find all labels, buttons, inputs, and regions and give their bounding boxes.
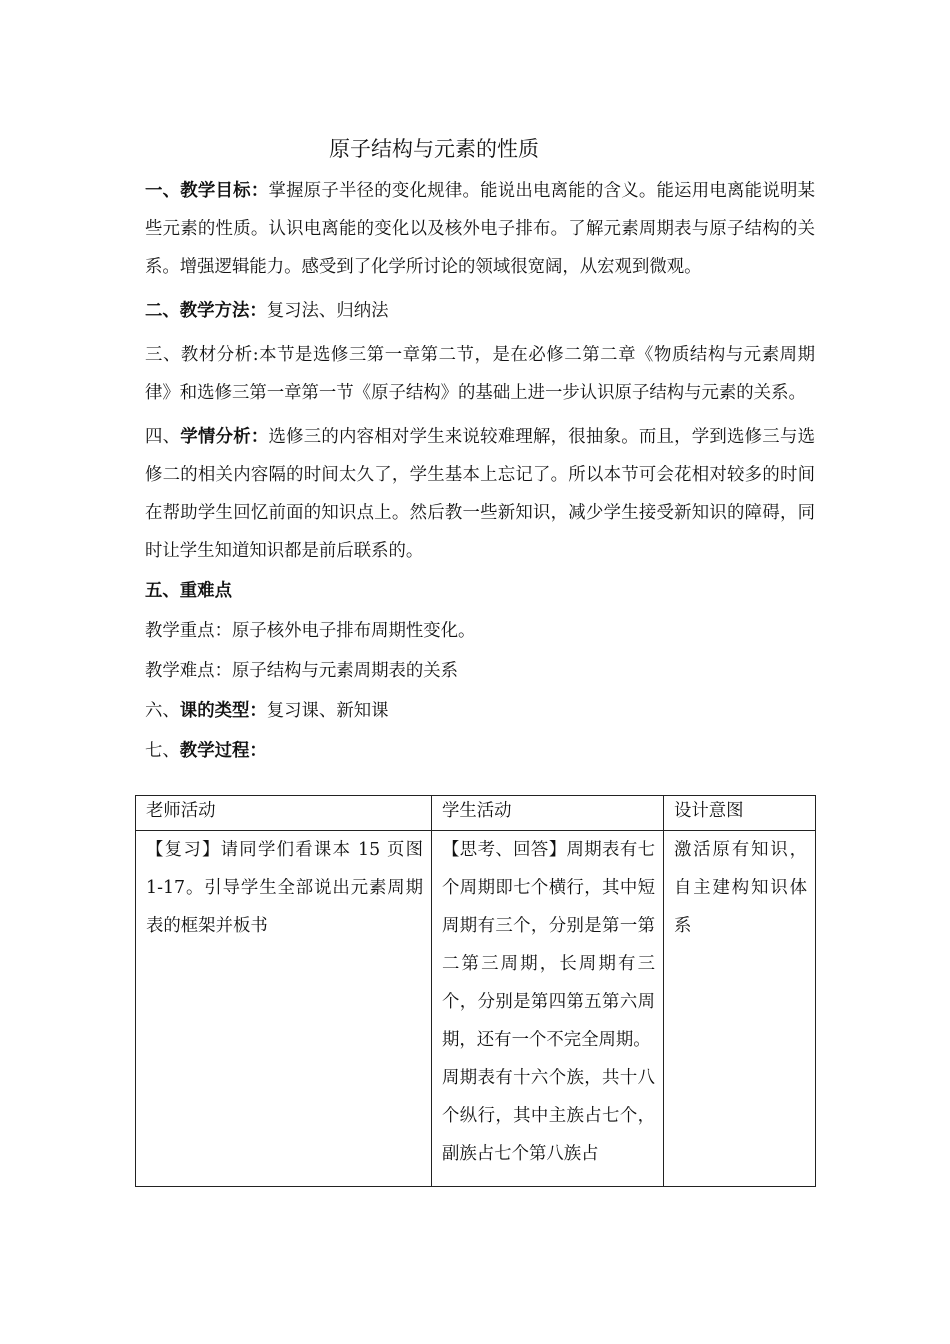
teaching-methods-text: 复习法、归纳法	[266, 301, 389, 321]
lesson-type-prefix: 六、	[145, 701, 180, 721]
header-student-activity: 学生活动	[432, 796, 664, 831]
teaching-methods	[145, 292, 815, 330]
learner-analysis-prefix: 四、	[145, 427, 181, 447]
key-point: 教学重点：原子核外电子排布周期性变化。	[145, 621, 476, 641]
difficult-point: 教学难点：原子结构与元素周期表的关系	[145, 661, 459, 681]
teaching-process-table	[135, 795, 816, 1187]
student-activity-paragraph: 周期表有十六个族，共十八个纵行，其中主族占七个，副族占七个第八族占	[442, 1068, 655, 1164]
learner-analysis-label: 学情分析：	[180, 427, 269, 447]
table-row	[136, 831, 816, 1187]
key-difficult-points-heading: 五、重难点	[145, 581, 232, 601]
header-design-intent: 设计意图	[664, 796, 816, 831]
teaching-objectives	[145, 172, 815, 286]
cell-student-activity	[432, 831, 664, 1187]
textbook-analysis: 三、教材分析:本节是选修三第一章第二节，是在必修二第二章《物质结构与元素周期律》和选修三第一章第一节《原子结构》的基础上进一步认识原子结构与元素的关系。	[145, 345, 815, 403]
teaching-process-prefix: 七、	[145, 741, 180, 761]
page-title: 原子结构与元素的性质	[329, 137, 539, 161]
table-header-row	[136, 796, 816, 831]
learner-analysis-text: 选修三的内容相对学生来说较难理解，很抽象。而且，学到选修三与选修二的相关内容隔的时间太久了，学生基本上忘记了。所以本节可会花相对较多的时间在帮助学生回忆前面的知识点上。然后教一些新知识，减少学生接受新知识的障碍，同时让学生知道知识都是前后联系的。	[145, 427, 815, 561]
teaching-process-heading	[145, 732, 815, 770]
learner-analysis	[145, 418, 815, 570]
lesson-type	[145, 692, 815, 730]
teaching-objectives-text: 掌握原子半径的变化规律。能说出电离能的含义。能运用电离能说明某些元素的性质。认识电离能的变化以及核外电子排布。了解元素周期表与原子结构的关系。增强逻辑能力。感受到了化学所讨论的领域很宽阔，从宏观到微观。	[145, 181, 815, 277]
teaching-objectives-label: 一、教学目标：	[145, 181, 269, 201]
lesson-type-label: 课的类型：	[179, 701, 267, 721]
teaching-process-label: 教学过程：	[179, 741, 267, 761]
lesson-type-text: 复习课、新知课	[266, 701, 389, 721]
teaching-methods-label: 二、教学方法：	[145, 301, 267, 321]
cell-teacher-activity: 【复习】请同学们看课本 15 页图 1-17。引导学生全部说出元素周期表的框架并板书	[136, 831, 432, 1187]
student-activity-paragraph: 【思考、回答】周期表有七个周期即七个横行，其中短周期有三个，分别是第一第二第三周期，长周期有三个，分别是第四第五第六周期，还有一个不完全周期。	[442, 840, 655, 1050]
header-teacher-activity: 老师活动	[136, 796, 432, 831]
document-body	[145, 172, 815, 770]
cell-design-intent: 激活原有知识，自主建构知识体系	[664, 831, 816, 1187]
